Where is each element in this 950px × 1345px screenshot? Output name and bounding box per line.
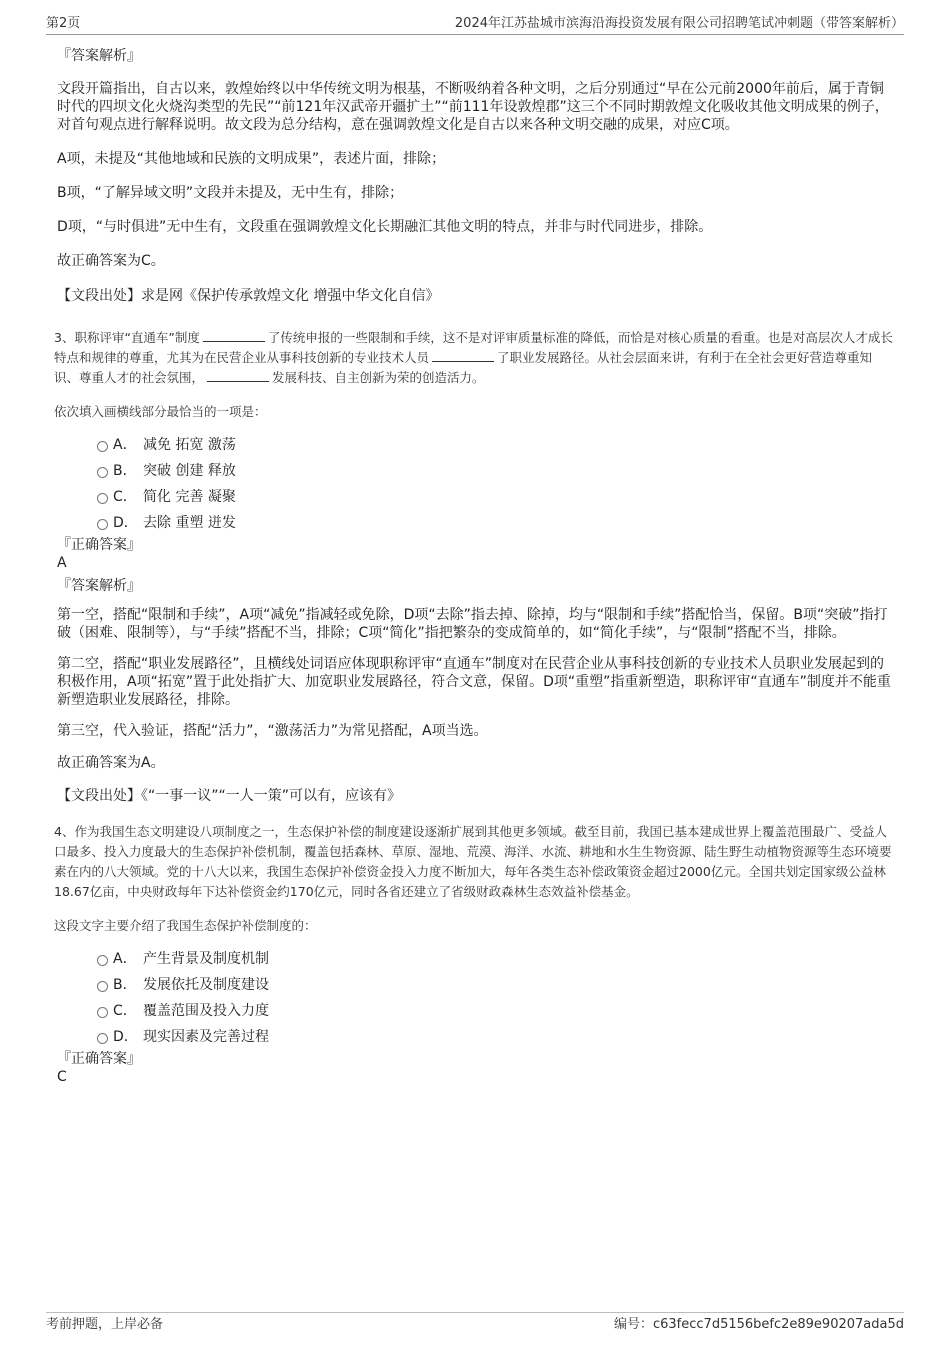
q2-analysis-paragraph: 文段开篇指出，自古以来，敦煌始终以中华传统文明为根基，不断吸纳着各种文明，之后分别通过“早在公元前2000年前后，属于青铜时代的四坝文化火烧沟类型的先民”“前121年汉武帝开疆扩土”“前111年设敦煌郡”这三个不同时期敦煌文化吸收其他文明成果的例子，对首句观点进行解释说明。故文段为总分结构，意在强调敦煌文化是自古以来各种文明交融的成果，对应C项。 (57, 81, 889, 133)
option-text: 覆盖范围及投入力度 (143, 1003, 269, 1019)
q3-answer-label: 『正确答案』 (57, 537, 141, 553)
q2-analysis-paragraph: B项，“了解异域文明”文段并未提及，无中生有，排除； (57, 185, 404, 201)
radio-button-icon[interactable] (97, 519, 108, 530)
q4-option-d[interactable] (57, 1024, 893, 1050)
q3-source: 【文段出处】《“一事一议”“一人一策”可以有，应该有》 (57, 788, 402, 804)
q4-option-c[interactable] (57, 998, 893, 1024)
q2-analysis-paragraph: D项，“与时俱进”无中生有，文段重在强调敦煌文化长期融汇其他文明的特点，并非与时代同进步，排除。 (57, 219, 713, 235)
q3-question-text (54, 328, 893, 388)
radio-button-icon[interactable] (97, 955, 108, 966)
q4-option-b[interactable] (57, 972, 893, 998)
option-letter: C． (113, 489, 137, 505)
page-number: 第2页 (46, 16, 81, 31)
option-text: 简化 完善 凝聚 (143, 489, 236, 505)
q2-analysis-paragraph: A项，未提及“其他地域和民族的文明成果”，表述片面，排除； (57, 151, 446, 167)
page-header (46, 14, 904, 35)
q4-answer-value: C (57, 1069, 67, 1085)
q3-option-a[interactable] (57, 432, 893, 458)
q3-analysis-paragraph: 第二空，搭配“职业发展路径”，且横线处词语应体现职称评审“直通车”制度对在民营企业从事科技创新的专业技术人员职业发展起到的积极作用，A项“拓宽”置于此处指扩大、加宽职业发展路径，符合文意，保留。D项“重塑”指重新塑造，职称评审“直通车”制度并不能重新塑造职业发展路径，排除。 (57, 656, 891, 708)
page-content (54, 46, 893, 1086)
q3-blank-1 (203, 329, 265, 342)
q3-analysis-paragraph: 第三空，代入验证，搭配“活力”，“激荡活力”为常见搭配，A项当选。 (57, 723, 488, 739)
option-text: 产生背景及制度机制 (143, 951, 269, 967)
q4-option-a[interactable] (57, 946, 893, 972)
q3-text-part: 了职业发展路径。从社会层面来讲，有利于在全社会更好营造尊重知识、尊重人才的社会氛围， (54, 350, 873, 385)
radio-button-icon[interactable] (97, 493, 108, 504)
radio-button-icon[interactable] (97, 467, 108, 478)
option-text: 减免 拓宽 激荡 (143, 437, 236, 453)
q3-option-b[interactable] (57, 458, 893, 484)
footer-code-value: c63fecc7d5156befc2e89e90207ada5d (652, 1317, 904, 1332)
radio-button-icon[interactable] (97, 441, 108, 452)
q4-prompt: 这段文字主要介绍了我国生态保护补偿制度的： (54, 918, 317, 933)
radio-button-icon[interactable] (97, 1033, 108, 1044)
option-text: 去除 重塑 迸发 (143, 515, 236, 531)
q2-analysis-paragraph: 故正确答案为C。 (57, 253, 165, 269)
option-letter: A． (113, 437, 137, 453)
option-letter: A． (113, 951, 137, 967)
radio-button-icon[interactable] (97, 1007, 108, 1018)
option-letter: D． (113, 515, 138, 531)
q3-option-d[interactable] (57, 510, 893, 536)
q3-blank-2 (432, 349, 494, 362)
option-letter: C． (113, 1003, 137, 1019)
q3-text-part: 3、职称评审“直通车”制度 (54, 330, 200, 345)
radio-button-icon[interactable] (97, 981, 108, 992)
q3-analysis-paragraph: 第一空，搭配“限制和手续”，A项“减免”指减轻或免除，D项“去除”指去掉、除掉，均与“限制和手续”搭配恰当，保留。B项“突破”指打破（困难、限制等），与“手续”搭配不当，排除；C项“简化”指把繁杂的变成简单的，如“简化手续”，与“限制”搭配不当，排除。 (57, 607, 888, 641)
q2-source: 【文段出处】求是网《保护传承敦煌文化 增强中华文化自信》 (57, 288, 440, 304)
q3-analysis-label: 『答案解析』 (57, 578, 141, 594)
page-footer (46, 1312, 904, 1335)
option-letter: B． (113, 977, 137, 993)
footer-slogan: 考前押题，上岸必备 (46, 1317, 164, 1332)
option-text: 现实因素及完善过程 (143, 1029, 269, 1045)
document-title: 2024年江苏盐城市滨海沿海投资发展有限公司招聘笔试冲刺题（带答案解析） (454, 16, 904, 31)
footer-code-label: 编号： (613, 1317, 653, 1332)
q3-prompt: 依次填入画横线部分最恰当的一项是： (54, 404, 267, 419)
q4-options (57, 946, 893, 1050)
q3-options (57, 432, 893, 536)
q4-question-text: 4、作为我国生态文明建设八项制度之一，生态保护补偿的制度建设逐渐扩展到其他更多领域。截至目前，我国已基本建成世界上覆盖范围最广、受益人口最多、投入力度最大的生态保护补偿机制，覆盖包括森林、草原、湿地、荒漠、海洋、水流、耕地和水生生物资源、陆生野生动植物资源等生态环境要素在内的八大领域。党的十八大以来，我国生态保护补偿资金投入力度不断加大，每年各类生态补偿政策资金超过2000亿元。全国共划定国家级公益林18.67亿亩，中央财政每年下达补偿资金约170亿元，同时各省还建立了省级财政森林生态效益补偿基金。 (54, 824, 892, 899)
option-text: 发展依托及制度建设 (143, 977, 269, 993)
q3-text-part: 了传统申报的一些限制和手续，这不是对评审质量标准的降低，而恰是对核心质量的看重。也是对高层次人才成长特点和规律的尊重，尤其为在民营企业从事科技创新的专业技术人员 (54, 330, 893, 365)
option-letter: D． (113, 1029, 138, 1045)
q2-analysis-label: 『答案解析』 (57, 48, 141, 64)
q4-answer-label: 『正确答案』 (57, 1051, 141, 1067)
q3-answer-value: A (57, 555, 67, 571)
q3-text-part: 发展科技、自主创新为荣的创造活力。 (272, 370, 485, 385)
q3-option-c[interactable] (57, 484, 893, 510)
footer-code (614, 1315, 904, 1335)
q3-analysis-paragraph: 故正确答案为A。 (57, 755, 165, 771)
q3-blank-3 (207, 369, 269, 382)
option-letter: B． (113, 463, 137, 479)
option-text: 突破 创建 释放 (143, 463, 236, 479)
